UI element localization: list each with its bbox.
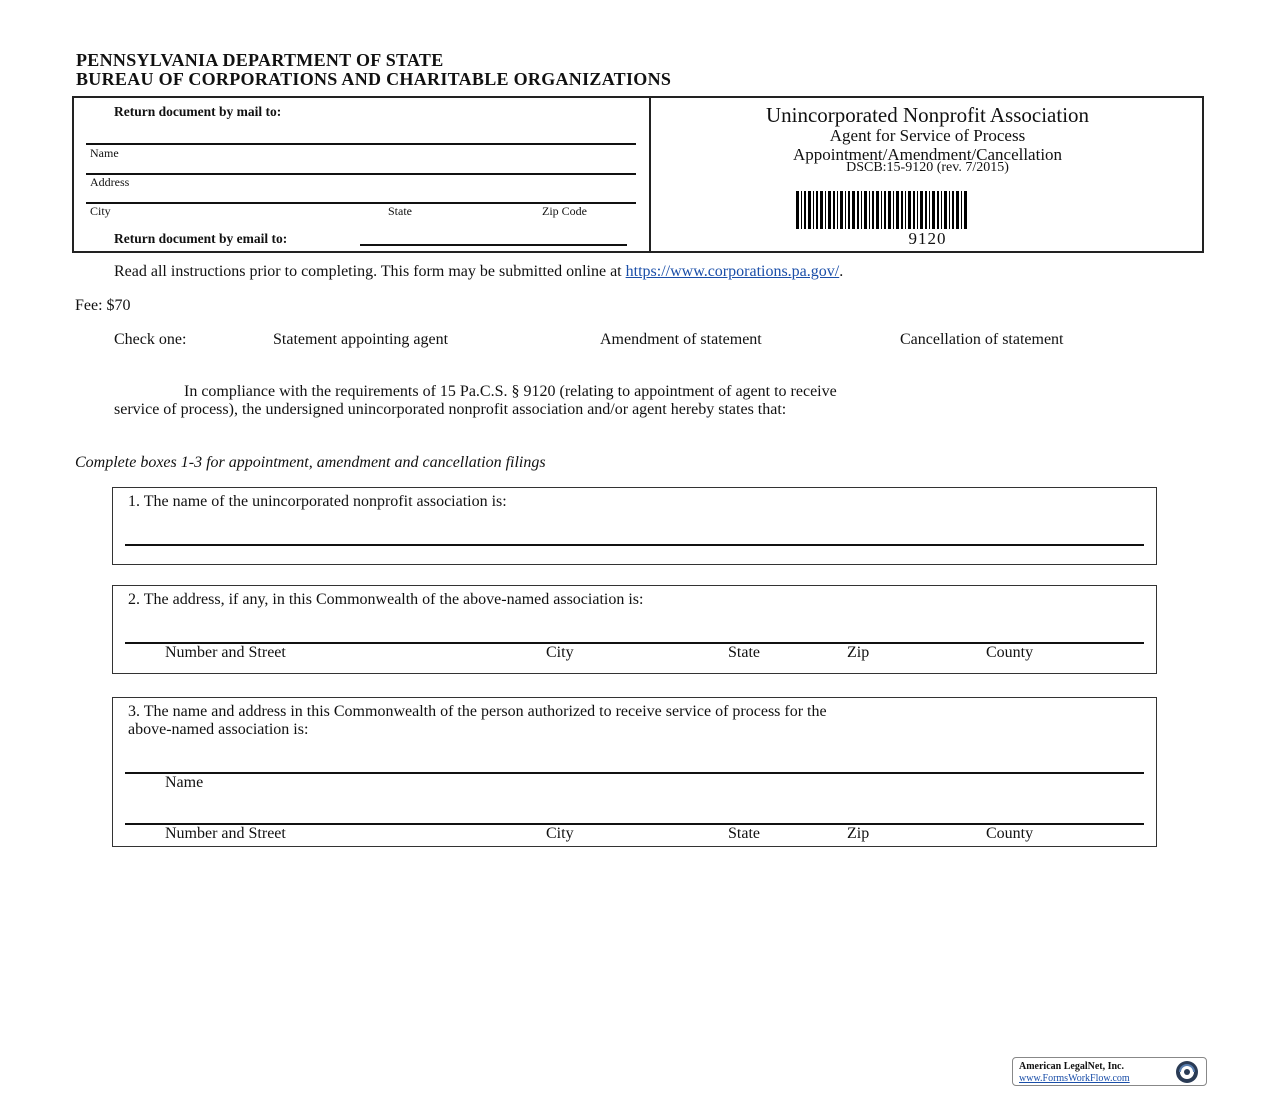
email-line[interactable] — [360, 244, 627, 246]
box-2-city-label: City — [546, 644, 574, 661]
return-email-label: Return document by email to: — [114, 231, 288, 246]
agent-name-line[interactable] — [125, 772, 1144, 774]
box-3-label-line-2: above-named association is: — [128, 721, 309, 738]
box-1-label: 1. The name of the unincorporated nonprofit association is: — [128, 493, 507, 510]
form-title: Unincorporated Nonprofit Association — [765, 103, 1090, 127]
association-name-line[interactable] — [125, 544, 1144, 546]
form-subtitle-2: Appointment/Amendment/Cancellation — [792, 145, 1063, 164]
box-2-street-label: Number and Street — [165, 644, 286, 661]
box-3-street-label: Number and Street — [165, 825, 286, 842]
box-3-name-label: Name — [165, 774, 204, 791]
box-3-county-label: County — [986, 825, 1034, 842]
department-heading: PENNSYLVANIA DEPARTMENT OF STATE — [76, 50, 444, 70]
box-2-association-address — [112, 585, 1157, 674]
option-amendment[interactable]: Amendment of statement — [600, 331, 762, 348]
mail-name-label: Name — [90, 146, 119, 160]
mail-address-label: Address — [90, 175, 130, 189]
barcode-number: 9120 — [908, 229, 947, 248]
instructions-body: Read all instructions prior to completing. This form may be submitted online at — [114, 263, 626, 280]
forms-workflow-stamp — [1012, 1057, 1207, 1086]
return-mail-label: Return document by mail to: — [114, 104, 282, 119]
option-cancellation[interactable]: Cancellation of statement — [900, 331, 1064, 348]
box-2-zip-label: Zip — [847, 644, 870, 661]
instructions-text — [114, 263, 843, 281]
box-2-county-label: County — [986, 644, 1034, 661]
option-appointing-agent[interactable]: Statement appointing agent — [273, 331, 449, 348]
corporations-link[interactable]: https://www.corporations.pa.gov/ — [625, 263, 840, 280]
barcode-graphic — [796, 191, 969, 229]
stamp-url[interactable]: www.FormsWorkFlow.com — [1019, 1073, 1130, 1084]
instructions-end: . — [839, 263, 844, 280]
form-id: DSCB:15-9120 (rev. 7/2015) — [846, 160, 1009, 175]
header-box — [72, 96, 1204, 253]
box-3-agent-info — [112, 697, 1157, 847]
box-3-city-label: City — [546, 825, 574, 842]
bureau-heading: BUREAU OF CORPORATIONS AND CHARITABLE ORGANIZATIONS — [76, 69, 672, 89]
box-3-state-label: State — [728, 825, 760, 842]
box-1-association-name — [112, 487, 1157, 565]
mail-line-1[interactable] — [86, 143, 636, 145]
globe-logo-icon — [1171, 1059, 1203, 1085]
box-3-label-line-1: 3. The name and address in this Commonwealth of the person authorized to receive service of process for the — [128, 703, 827, 720]
mail-zip-label: Zip Code — [542, 204, 587, 218]
box-3-zip-label: Zip — [847, 825, 870, 842]
mail-state-label: State — [388, 204, 412, 218]
compliance-line-1: In compliance with the requirements of 15 Pa.C.S. § 9120 (relating to appointment of agent to receive — [184, 383, 837, 400]
mail-city-label: City — [90, 204, 111, 218]
compliance-line-2: service of process), the undersigned unincorporated nonprofit association and/or agent hereby states that: — [114, 401, 787, 418]
box-2-state-label: State — [728, 644, 760, 661]
box-2-label: 2. The address, if any, in this Commonwealth of the above-named association is: — [128, 591, 644, 608]
complete-note: Complete boxes 1-3 for appointment, amendment and cancellation filings — [75, 454, 546, 471]
form-subtitle-1: Agent for Service of Process — [829, 126, 1026, 145]
check-one-label: Check one: — [114, 331, 187, 348]
stamp-company: American LegalNet, Inc. — [1019, 1061, 1124, 1072]
mail-line-2[interactable] — [86, 173, 636, 175]
fee-text: Fee: $70 — [75, 297, 131, 314]
